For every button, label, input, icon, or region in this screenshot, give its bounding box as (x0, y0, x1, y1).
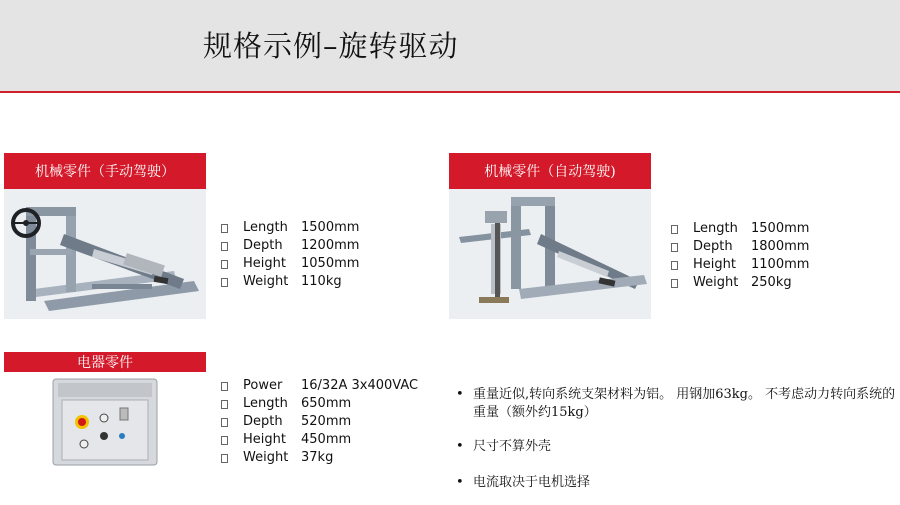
spec-value: 16/32A 3x400VAC (301, 378, 419, 393)
spec-label: Length (243, 220, 288, 235)
bullet-icon: • (456, 439, 464, 454)
bullet-icon: • (456, 475, 464, 490)
electrical-parts-banner: 电器零件 (4, 352, 206, 372)
spec-value: 1500mm (751, 221, 810, 236)
spec-row (220, 431, 418, 449)
checkbox-icon (221, 242, 228, 251)
checkbox-icon (221, 382, 228, 391)
manual-drive-specs (220, 219, 359, 291)
note-item (456, 438, 896, 456)
note-item (456, 386, 896, 422)
checkbox-icon (671, 243, 678, 252)
spec-row (220, 273, 359, 291)
spec-value: 450mm (301, 432, 352, 447)
spec-value: 250kg (751, 275, 792, 290)
spec-label: Weight (693, 275, 739, 290)
spec-row (670, 220, 809, 238)
spec-label: Weight (243, 450, 289, 465)
spec-value: 1050mm (301, 256, 360, 271)
note-item (456, 474, 896, 492)
spec-label: Height (243, 256, 286, 271)
spec-value: 110kg (301, 274, 342, 289)
spec-row (220, 377, 418, 395)
control-box-image (52, 378, 158, 466)
checkbox-icon (221, 260, 228, 269)
slide-title: 规格示例–旋转驱动 (203, 29, 459, 63)
spec-row (220, 219, 359, 237)
spec-row (220, 255, 359, 273)
checkbox-icon (671, 225, 678, 234)
auto-drive-banner: 机械零件（自动驾驶) (449, 153, 651, 189)
electrical-specs (220, 377, 418, 467)
header-divider (0, 91, 900, 93)
checkbox-icon (221, 400, 228, 409)
spec-label: Depth (243, 414, 283, 429)
notes-list (456, 386, 896, 492)
checkbox-icon (221, 278, 228, 287)
spec-value: 520mm (301, 414, 352, 429)
spec-row (220, 413, 418, 431)
note-text: 重量近似,转向系统支架材料为铝。 用钢加63kg。 不考虑动力转向系统的重量（额外约15kg） (473, 387, 896, 420)
spec-value: 37kg (301, 450, 334, 465)
spec-row (670, 274, 809, 292)
note-text: 电流取决于电机选择 (473, 475, 591, 490)
manual-drive-banner: 机械零件（手动驾驶） (4, 153, 206, 189)
spec-label: Depth (243, 238, 283, 253)
checkbox-icon (671, 261, 678, 270)
spec-value: 1500mm (301, 220, 360, 235)
spec-value: 1200mm (301, 238, 360, 253)
spec-row (670, 256, 809, 274)
checkbox-icon (221, 418, 228, 427)
checkbox-icon (671, 279, 678, 288)
auto-drive-specs (670, 220, 809, 292)
spec-row (220, 237, 359, 255)
bullet-icon: • (456, 387, 464, 402)
spec-row (670, 238, 809, 256)
checkbox-icon (221, 454, 228, 463)
note-text: 尺寸不算外壳 (473, 439, 552, 454)
spec-row (220, 395, 418, 413)
spec-value: 1800mm (751, 239, 810, 254)
checkbox-icon (221, 224, 228, 233)
spec-label: Height (693, 257, 736, 272)
auto-drive-machine-image (449, 189, 651, 319)
spec-label: Length (243, 396, 288, 411)
checkbox-icon (221, 436, 228, 445)
manual-drive-machine-image (4, 189, 206, 319)
spec-label: Height (243, 432, 286, 447)
spec-value: 1100mm (751, 257, 810, 272)
spec-row (220, 449, 418, 467)
spec-label: Power (243, 378, 283, 393)
spec-value: 650mm (301, 396, 352, 411)
spec-label: Length (693, 221, 738, 236)
spec-label: Depth (693, 239, 733, 254)
spec-label: Weight (243, 274, 289, 289)
